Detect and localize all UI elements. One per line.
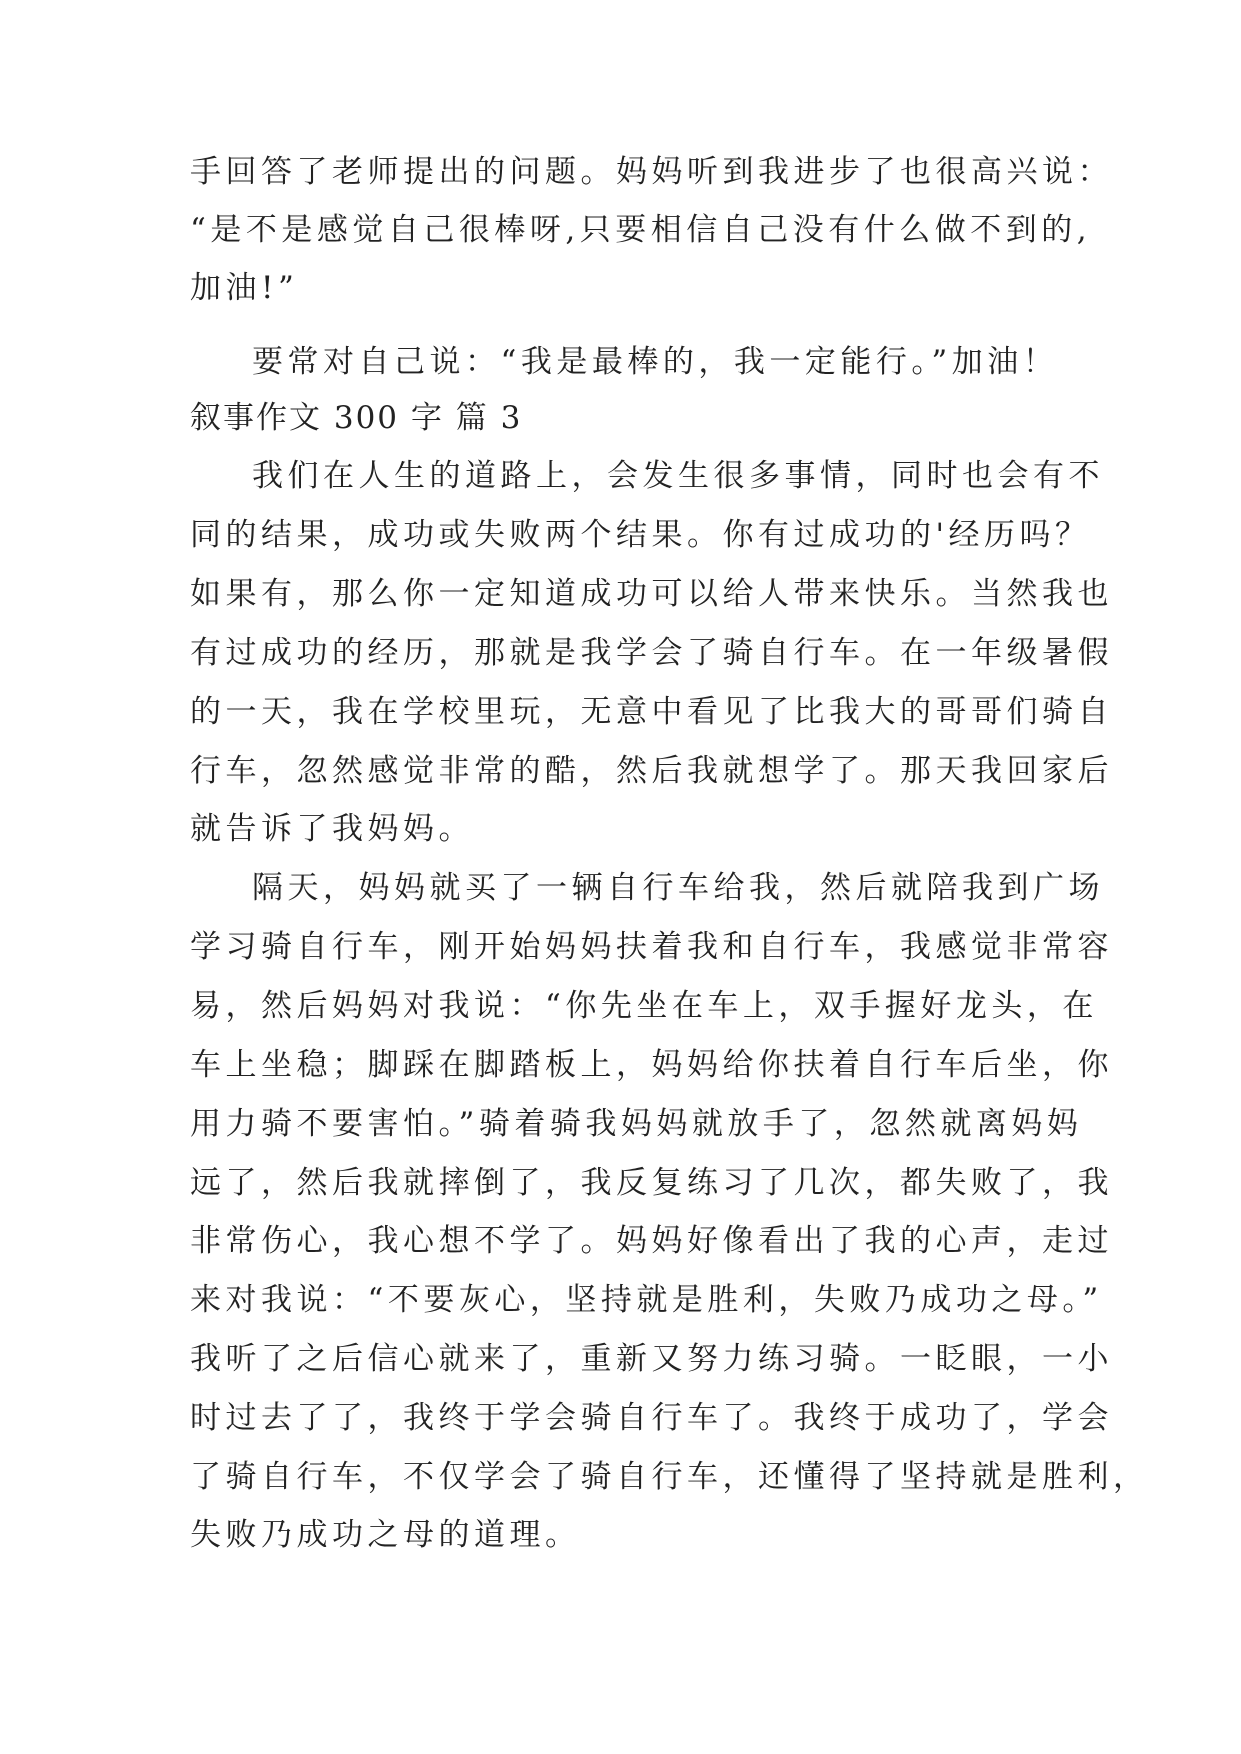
text-line: 失败乃成功之母的道理。 xyxy=(190,1517,581,1553)
text-line: 行车，忽然感觉非常的酷，然后我就想学了。那天我回家后 xyxy=(190,753,1113,789)
text-line: 学习骑自行车，刚开始妈妈扶着我和自行车，我感觉非常容 xyxy=(190,929,1113,965)
text-line: 我听了之后信心就来了，重新又努力练习骑。一眨眼，一小 xyxy=(190,1341,1113,1377)
text-line: 来对我说：“不要灰心，坚持就是胜利，失败乃成功之母。” xyxy=(190,1282,1103,1318)
text-line: 易，然后妈妈对我说：“你先坐在车上，双手握好龙头，在 xyxy=(190,988,1098,1024)
section-heading: 叙事作文 300 字 篇 3 xyxy=(190,400,523,436)
text-line: 时过去了了，我终于学会骑自行车了。我终于成功了，学会 xyxy=(190,1400,1113,1436)
text-line: 手回答了老师提出的问题。妈妈听到我进步了也很高兴说： xyxy=(190,154,1113,190)
text-line: 就告诉了我妈妈。 xyxy=(190,811,474,847)
text-line: 的一天，我在学校里玩，无意中看见了比我大的哥哥们骑自 xyxy=(190,694,1113,730)
text-line: 我们在人生的道路上，会发生很多事情，同时也会有不 xyxy=(252,458,1104,494)
text-line: 用力骑不要害怕。”骑着骑我妈妈就放手了，忽然就离妈妈 xyxy=(190,1106,1083,1142)
text-line: 车上坐稳；脚踩在脚踏板上，妈妈给你扶着自行车后坐，你 xyxy=(190,1047,1113,1083)
text-line: 非常伤心，我心想不学了。妈妈好像看出了我的心声，走过 xyxy=(190,1223,1113,1259)
text-line: 要常对自己说：“我是最棒的，我一定能行。”加油！ xyxy=(252,344,1059,380)
text-line: 如果有，那么你一定知道成功可以给人带来快乐。当然我也 xyxy=(190,576,1113,612)
text-line: 了骑自行车，不仅学会了骑自行车，还懂得了坚持就是胜利， xyxy=(190,1459,1149,1495)
text-line: 隔天，妈妈就买了一辆自行车给我，然后就陪我到广场 xyxy=(252,870,1104,906)
text-line: 同的结果，成功或失败两个结果。你有过成功的'经历吗？ xyxy=(190,517,1091,553)
text-line: 有过成功的经历，那就是我学会了骑自行车。在一年级暑假 xyxy=(190,635,1113,671)
text-line: 加油!” xyxy=(190,270,299,306)
text-line: “是不是感觉自己很棒呀,只要相信自己没有什么做不到的, xyxy=(190,212,1092,248)
text-line: 远了，然后我就摔倒了，我反复练习了几次，都失败了，我 xyxy=(190,1165,1113,1201)
